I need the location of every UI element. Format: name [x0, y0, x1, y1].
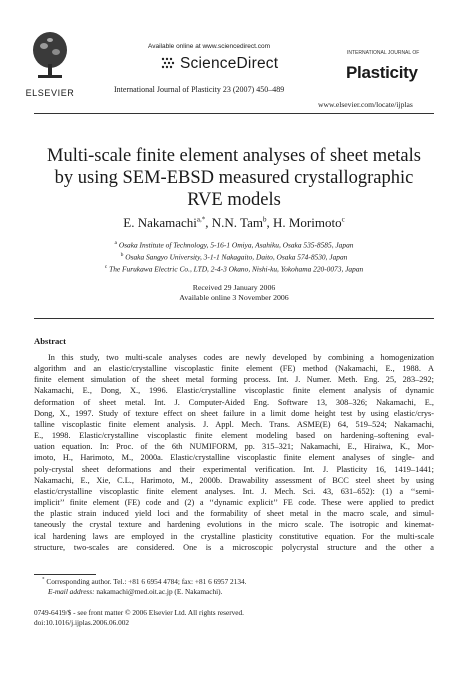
received-date: Received 29 January 2006 [192, 283, 276, 292]
article-title [20, 145, 448, 211]
sciencedirect-icon [160, 56, 176, 70]
abstract-line: poly-crystal sheet deformations and their experimental verification. Int. J. Plasticity 16, 1419–1441; [34, 464, 434, 474]
affiliation-text: Osaka Sangyo University, 3-1-1 Nakagaito, Daito, Osaka 574-8530, Japan [125, 252, 348, 262]
abstract-line: algorithm and an elastic/crystalline viscoplastic finite element (FE) method (Nakamachi, E., 1988. A [34, 364, 434, 374]
abstract-heading: Abstract [34, 336, 66, 346]
sciencedirect-name: ScienceDirect [180, 55, 279, 72]
abstract-line: deformation of sheet metal. Int. J. Computer-Aided Eng. Software 13, 308–326; Nakamachi, E., [34, 397, 434, 407]
abstract-line: Nakamachi, E., Xie, C.L., Harimoto, M., 2000b. Drawability assessment of BCC steel sheet by using [34, 475, 434, 485]
journal-citation: International Journal of Plasticity 23 (2007) 450–489 [114, 85, 285, 94]
journal-url[interactable]: www.elsevier.com/locate/ijplas [318, 100, 413, 109]
publisher-name: ELSEVIER [25, 88, 75, 98]
availability-text: Available online at www.sciencedirect.com [148, 43, 270, 50]
corresponding-footnote [42, 577, 246, 586]
abstract-line: imoto, H., Harimoto, M., 2000a. Elastic/crystalline viscoplastic finite element analyses of single- and [34, 453, 434, 463]
title-line: Multi-scale finite element analyses of sheet metals [47, 146, 421, 166]
doi-line[interactable]: doi:10.1016/j.ijplas.2006.06.002 [34, 618, 130, 627]
footnote-divider [34, 574, 96, 575]
title-line: RVE models [187, 190, 281, 210]
abstract-line: ical hardening laws are employed in the crystalline plasticity constitutive equation. For the multi-scale [34, 531, 434, 541]
abstract-line: structure, two-scales are considered. One is a microscopic polycrystal structure and the other a [34, 542, 434, 552]
affiliation-text: The Furukawa Electric Co., LTD, 2-4-3 Okano, Nishi-ku, Yokohama 220-0073, Japan [109, 264, 364, 274]
abstract-line: taneously the crystal texture and hardening evolutions in the micro scale. The isotropic and kinemat- [34, 520, 434, 530]
front-matter-line: 0749-6419/$ - see front matter © 2006 Elsevier Ltd. All rights reserved. [34, 608, 245, 617]
abstract-line: Nakamachi, E., Dong, X., 1996. Elastic/crystalline viscoplastic finite element analysis of dynamic [34, 386, 434, 396]
author-list: E. Nakamachi$^{a,*}$, N.N. Tam$^b$, H. Morimoto$^c$ [123, 215, 345, 230]
abstract-line: Dong, X., 1997. Study of texture effect on sheet failure in a limit dome height test by using elastic/crys- [34, 408, 434, 418]
email-link[interactable]: nakamachi@med.oit.ac.jp [96, 587, 173, 596]
affiliation [20, 252, 448, 261]
abstract-line: finite element simulation of the sheet metal forming process. Int. J. Numer. Meth. Eng. 25, 283–292; [34, 375, 434, 385]
online-date: Available online 3 November 2006 [179, 293, 289, 302]
abstract-line: In this study, two multi-scale analyses codes are newly developed by combining a homogenization [48, 353, 434, 362]
abstract-divider [34, 318, 434, 319]
journal-logo-name: Plasticity [346, 63, 418, 82]
affiliation [20, 240, 448, 249]
affiliation-text: Osaka Institute of Technology, 5-16-1 Omiya, Asahiku, Osaka 535-8585, Japan [118, 240, 354, 250]
email-suffix: (E. Nakamachi). [174, 587, 223, 596]
author-affil-mark[interactable]: a,* [196, 215, 206, 224]
affiliation [20, 264, 448, 273]
affiliation-mark: a [114, 240, 117, 246]
author-name: N.N. Tam [211, 215, 263, 230]
footnote-mark: * [42, 577, 45, 583]
title-line: by using SEM-EBSD measured crystallographic [54, 168, 414, 188]
header-divider [34, 113, 434, 114]
author-name: H. Morimoto [272, 215, 342, 230]
abstract-line: uation equation. In: Proc. of the 6th NUMIFORM, pp. 315–321; Nakamachi, E., Hiraiwa, K., Mor- [34, 442, 434, 452]
abstract-line: implicit’’ finite element (FE) code and (2) a ‘‘dynamic explicit’’ FE code. These were applied to predict [34, 498, 434, 508]
journal-logo-caption: INTERNATIONAL JOURNAL OF [347, 50, 420, 56]
author-name: E. Nakamachi [123, 215, 197, 230]
author-affil-mark[interactable]: b [262, 215, 267, 224]
abstract-line: talline viscoplastic finite element analysis. J. Appl. Mech. Trans. ASME(E) 64, 519–524; Nakamachi, [34, 419, 434, 429]
affiliation-mark: b [120, 252, 124, 258]
abstract-line: E., 1998. Elastic/crystalline viscoplastic finite element modeling based on hardening–softening eval- [34, 431, 434, 441]
abstract-line: elastic/crystalline viscoplastic finite element analyses. Int. J. Mech. Sci. 43, 631–652): (1) a ‘‘semi- [34, 486, 434, 496]
affiliation-mark: c [104, 264, 108, 270]
email-label: E-mail address: [48, 587, 95, 596]
abstract-body [34, 352, 434, 553]
abstract-line: the plastic strain induced yield loci and the formability of sheet metal in the macro scale, and simul- [34, 509, 434, 519]
corresponding-text: Corresponding author. Tel.: +81 6 6954 4784; fax: +81 6 6957 2134. [46, 577, 247, 586]
email-footnote [48, 587, 222, 596]
elsevier-tree-logo [30, 28, 70, 84]
author-affil-mark[interactable]: c [341, 215, 345, 224]
